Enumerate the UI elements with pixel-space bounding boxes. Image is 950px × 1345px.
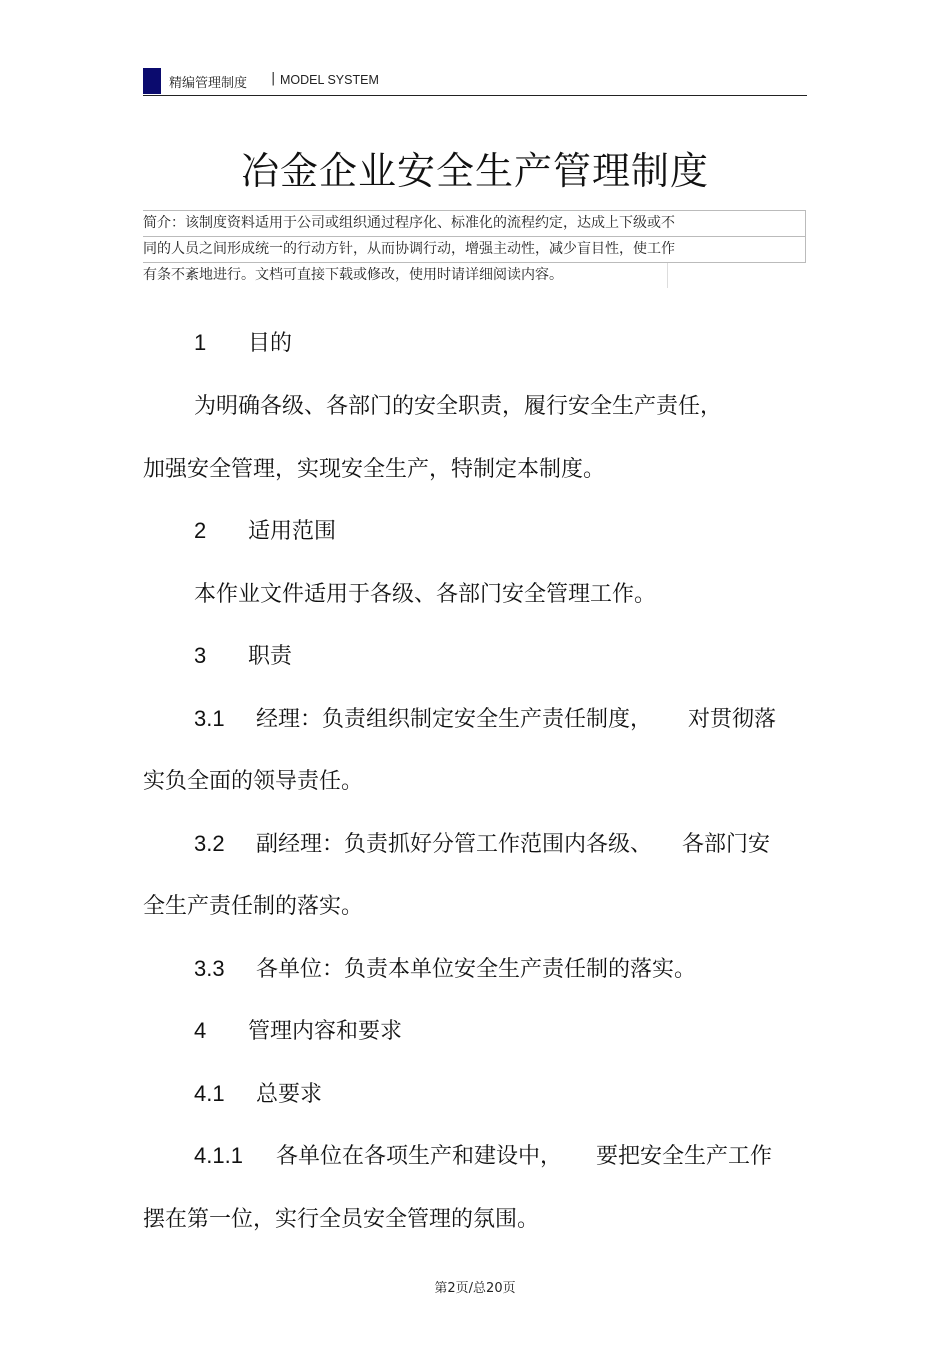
section-text-a: 经理：负责组织制定安全生产责任制度， [256,707,653,732]
intro-line-1: 简介：该制度资料适用于公司或组织通过程序化、标准化的流程约定，达成上下级或不 [143,210,806,236]
section-3-1-line [194,702,776,733]
section-text-a: 副经理：负责抓好分管工作范围内各级、 [256,832,653,857]
page-number: 第2页/总20页 [434,1281,516,1296]
section-4-1-1-line [194,1139,772,1170]
paragraph-1b: 加强安全管理，实现安全生产，特制定本制度。 [143,457,606,482]
section-number: 3.2 [194,831,225,856]
section-title: 适用范围 [248,519,337,544]
section-number: 4 [194,1018,207,1043]
paragraph-3-1b: 实负全面的领导责任。 [143,769,364,794]
paragraph-4-1-1b: 摆在第一位，实行全员安全管理的氛围。 [143,1207,540,1232]
section-text-b: 对贯彻落 [688,707,777,732]
section-number: 3 [194,643,207,668]
section-number: 3.1 [194,706,225,731]
header-subtitle: MODEL SYSTEM [280,73,379,87]
section-number: 1 [194,330,207,355]
section-3-3-line [194,952,696,983]
section-text-b: 各部门安 [682,832,771,857]
intro-box [143,210,806,288]
section-number: 4.1.1 [194,1143,243,1168]
section-3-heading [194,639,292,670]
intro-line-2: 同的人员之间形成统一的行动方针，从而协调行动，增强主动性，减少盲目性，使工作 [143,236,806,263]
section-text: 各单位：负责本单位安全生产责任制的落实。 [256,957,697,982]
section-2-heading [194,514,336,545]
section-number: 4.1 [194,1081,225,1106]
section-title: 管理内容和要求 [248,1019,403,1044]
section-title: 目的 [248,331,293,356]
section-title: 总要求 [256,1082,323,1107]
section-4-1-heading [194,1077,322,1108]
section-1-heading [194,326,292,357]
section-3-2-line [194,827,770,858]
section-text-a: 各单位在各项生产和建设中， [276,1144,563,1169]
header-separator: | [271,71,276,86]
paragraph-3-2b: 全生产责任制的落实。 [143,894,364,919]
section-title: 职责 [248,644,293,669]
section-text-b: 要把安全生产工作 [596,1144,773,1169]
paragraph-1a: 为明确各级、各部门的安全职责，履行安全生产责任， [194,394,723,419]
page-header [143,66,807,96]
section-number: 2 [194,518,207,543]
document-title: 冶金企业安全生产管理制度 [240,149,709,193]
paragraph-2: 本作业文件适用于各级、各部门安全管理工作。 [194,582,657,607]
intro-line-3: 有条不紊地进行。文档可直接下载或修改，使用时请详细阅读内容。 [143,263,806,288]
section-4-heading [194,1014,402,1045]
section-number: 3.3 [194,956,225,981]
header-title: 精编管理制度 [169,76,248,91]
logo-icon [143,68,161,94]
